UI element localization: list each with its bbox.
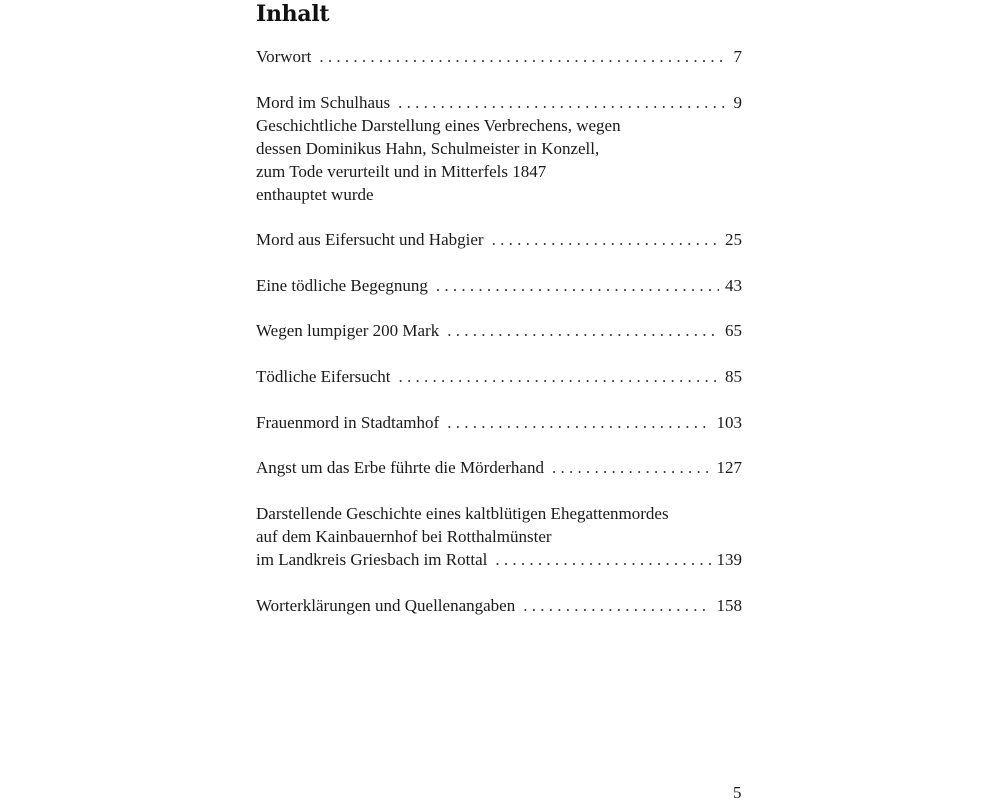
toc-entry-title: Wegen lumpiger 200 Mark bbox=[256, 321, 440, 340]
toc-entry-title: Vorwort bbox=[256, 47, 312, 66]
toc-leader-dots bbox=[398, 91, 726, 114]
toc-line bbox=[256, 594, 742, 617]
toc-entry-description: Geschichtliche Darstellung eines Verbrechens, wegen bbox=[256, 116, 621, 135]
toc-entry[interactable] bbox=[256, 456, 742, 479]
toc-entry[interactable] bbox=[256, 502, 742, 571]
toc-entry-title: Frauenmord in Stadtamhof bbox=[256, 413, 440, 432]
page-number: 5 bbox=[733, 783, 742, 802]
toc-entry-description: enthauptet wurde bbox=[256, 185, 374, 204]
toc-line bbox=[256, 228, 742, 251]
toc-entry[interactable] bbox=[256, 274, 742, 297]
page-title: Inhalt bbox=[256, 1, 330, 27]
toc-page-number: 85 bbox=[725, 367, 742, 386]
toc-entry-title: Mord aus Eifersucht und Habgier bbox=[256, 230, 484, 249]
toc-page-number: 139 bbox=[716, 550, 742, 569]
toc-entry-title: Darstellende Geschichte eines kaltblütigen Ehegattenmordes bbox=[256, 504, 669, 523]
toc-line bbox=[256, 274, 742, 297]
toc-page-number: 127 bbox=[716, 458, 742, 477]
toc-entry-title: Worterklärungen und Quellenangaben bbox=[256, 596, 516, 615]
toc-entry-title: auf dem Kainbauernhof bei Rotthalmünster bbox=[256, 527, 552, 546]
toc-entry[interactable] bbox=[256, 365, 742, 388]
toc-leader-dots bbox=[436, 274, 719, 297]
toc-entry-title: Eine tödliche Begegnung bbox=[256, 276, 428, 295]
toc-line bbox=[256, 456, 742, 479]
toc-line bbox=[256, 91, 742, 114]
toc-line bbox=[256, 319, 742, 342]
toc-leader-dots bbox=[552, 456, 711, 479]
toc-entry-description: dessen Dominikus Hahn, Schulmeister in Konzell, bbox=[256, 139, 600, 158]
toc-leader-dots bbox=[447, 319, 719, 342]
toc-entry-title: Mord im Schulhaus bbox=[256, 93, 391, 112]
toc-page-number: 43 bbox=[725, 276, 742, 295]
toc-line bbox=[256, 365, 742, 388]
toc-page-number: 25 bbox=[725, 230, 742, 249]
toc-entry-title: Tödliche Eifersucht bbox=[256, 367, 391, 386]
toc-page-number: 65 bbox=[725, 321, 742, 340]
toc-leader-dots bbox=[399, 365, 719, 388]
toc-line bbox=[256, 45, 742, 68]
toc-leader-dots bbox=[447, 411, 710, 434]
toc-entry[interactable] bbox=[256, 411, 742, 434]
toc-page-number: 158 bbox=[716, 596, 742, 615]
toc-entry[interactable] bbox=[256, 91, 742, 206]
toc-entry[interactable] bbox=[256, 594, 742, 617]
toc-leader-dots bbox=[492, 228, 719, 251]
toc-entry[interactable] bbox=[256, 319, 742, 342]
toc-leader-dots bbox=[495, 548, 710, 571]
toc-line bbox=[256, 411, 742, 434]
toc-page-number: 7 bbox=[733, 47, 742, 66]
toc-entry[interactable] bbox=[256, 45, 742, 68]
toc-page-number: 9 bbox=[733, 93, 742, 112]
toc-line bbox=[256, 548, 742, 571]
toc-leader-dots bbox=[319, 45, 726, 68]
toc-entry[interactable] bbox=[256, 228, 742, 251]
toc-entry-description: zum Tode verurteilt und in Mitterfels 1847 bbox=[256, 162, 547, 181]
toc-entry-title: im Landkreis Griesbach im Rottal bbox=[256, 550, 488, 569]
toc-leader-dots bbox=[523, 594, 710, 617]
toc-entry-title: Angst um das Erbe führte die Mörderhand bbox=[256, 458, 544, 477]
toc-page-number: 103 bbox=[716, 413, 742, 432]
